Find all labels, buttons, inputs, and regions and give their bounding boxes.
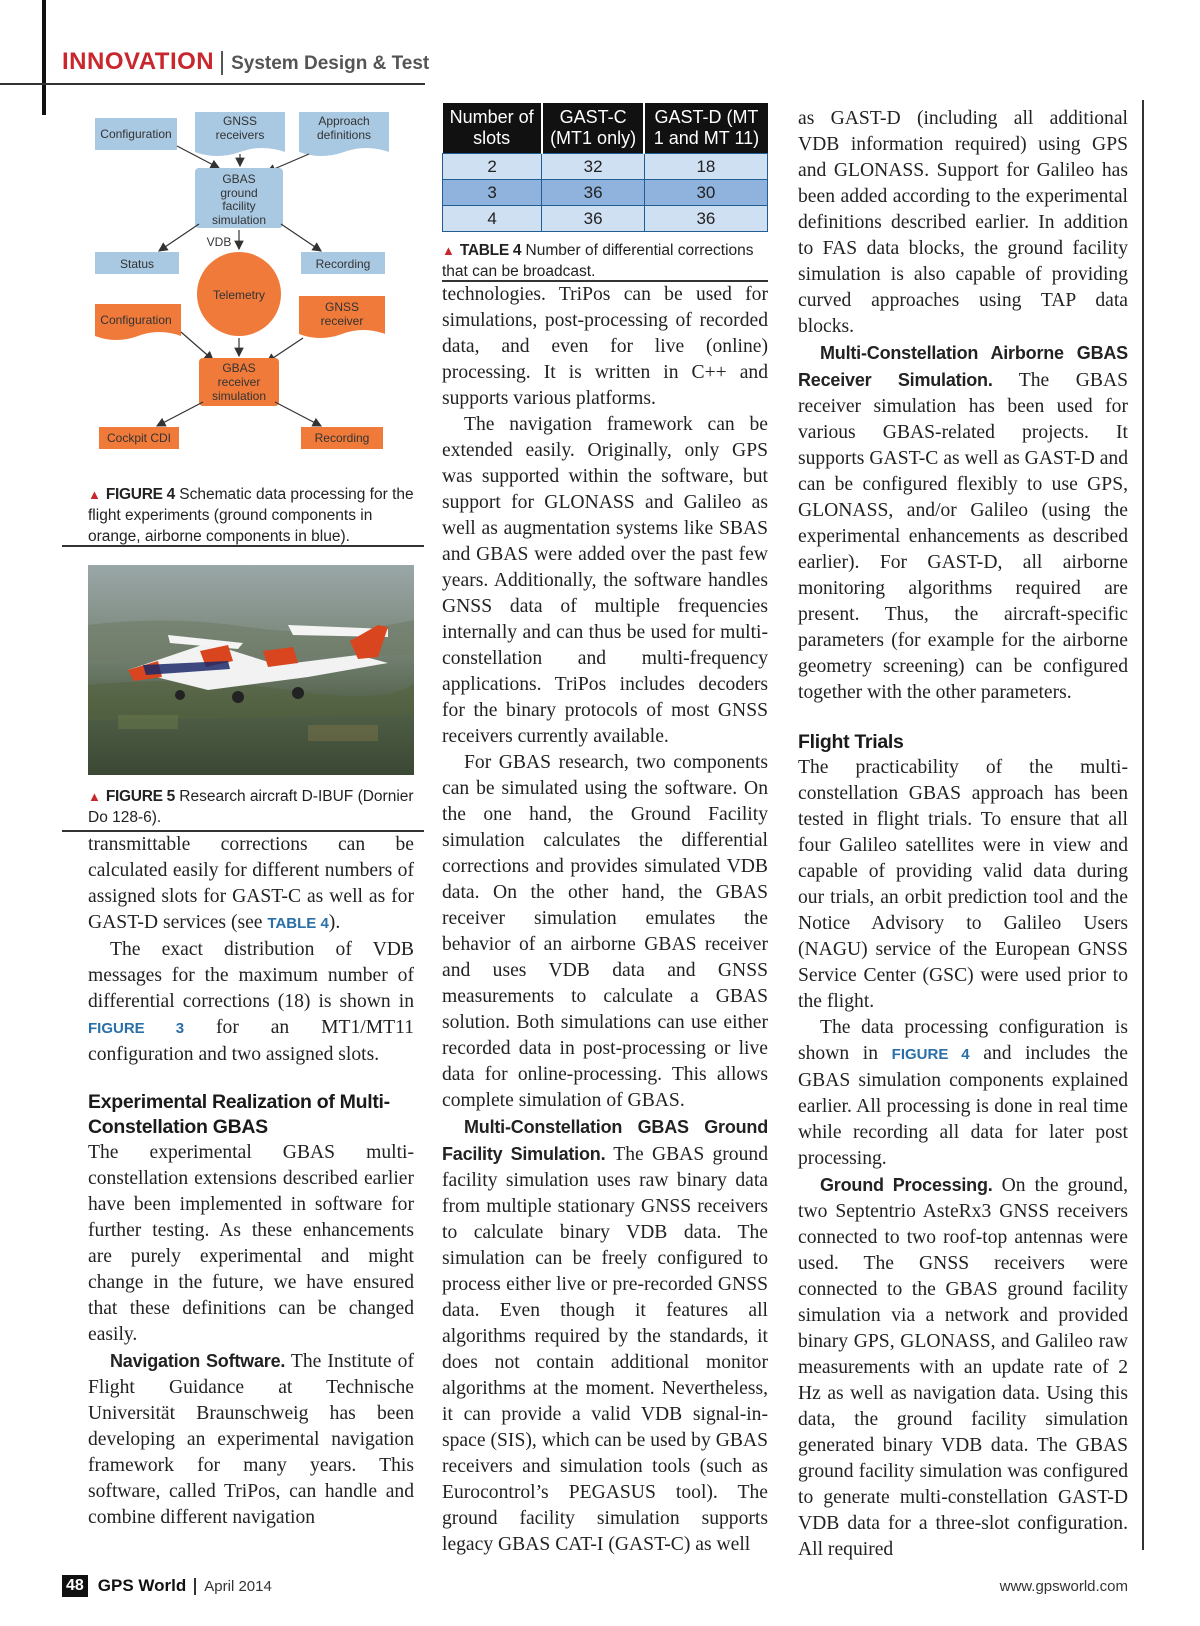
label-configuration-top: Configuration <box>100 127 172 141</box>
header-divider <box>221 51 223 75</box>
page-footer <box>62 1573 272 1599</box>
caption-triangle-icon: ▲ <box>88 789 101 804</box>
magazine-name: GPS World <box>97 1576 187 1595</box>
paragraph: Navigation Software. The Institute of Flight Guidance at Technische Universität Braunschweig has been developing an experimental navigation framework for many years. This software, called TriPos, can handle and combine different navigation <box>88 1351 414 1528</box>
table-4-caption-text: Number of differential corrections that can be broadcast. <box>442 242 754 280</box>
paragraph: The experimental GBAS multi-constellation extensions described earlier have been implemented in software for further testing. As these enhancements are purely experimental and might change in the future, we have ensured that these definitions can be changed easily. <box>88 1142 414 1345</box>
table-header-cell: Number of slots <box>443 103 542 154</box>
label-gbas-receiver-2: receiver <box>217 375 261 389</box>
label-gnss-receiver-1: GNSS <box>324 300 360 314</box>
label-gnss-receiver-2: receiver <box>320 314 364 328</box>
arrow-gbas-to-recording <box>281 224 321 251</box>
figure-divider <box>62 545 424 547</box>
table-row <box>443 180 768 206</box>
table-cell: 3 <box>443 180 542 206</box>
figure-4-label: FIGURE 4 <box>105 486 175 503</box>
figure-5-label: FIGURE 5 <box>105 788 175 805</box>
column-3 <box>798 106 1128 1563</box>
arrow-receiver-to-recording <box>275 402 321 426</box>
label-gbas-ground-3: facility <box>222 199 256 213</box>
table-cell: 18 <box>644 154 767 180</box>
run-in-heading: Multi-Constellation GBAS Ground Facility Simulation. <box>442 1117 768 1164</box>
table-header-row <box>443 103 768 154</box>
arrow-receiver-to-cdi <box>157 402 203 426</box>
table-cell: 36 <box>542 206 645 232</box>
table-4 <box>442 103 768 232</box>
figure-5-caption-text: Research aircraft D-IBUF (Dornier Do 128-6). <box>88 788 414 826</box>
section-subtitle: System Design & Test <box>231 53 430 74</box>
figure-4-caption-text: Schematic data processing for the flight experiments (ground components in orange, airborne components in blue). <box>88 486 414 545</box>
arrow-config-to-receiver <box>181 332 213 360</box>
footer-url-link[interactable]: www.gpsworld.com <box>999 1578 1128 1595</box>
table-header-cell: GAST-D (MT 1 and MT 11) <box>644 103 767 154</box>
paragraph: The exact distribution of VDB messages for the maximum number of differential corrections (18) is shown in FIGURE 3 for an MT1/MT11 configuration and two assigned slots. <box>88 939 414 1065</box>
paragraph: The navigation framework can be extended easily. Originally, only GPS was supported within the software, but support for GLONASS and Galileo as well as augmentation systems like SBAS and GBAS were added over the past few years. Additionally, the software handles GNSS data of multiple frequencies internally and can thus be used for multi-constellation and multi-frequency applications. TriPos includes decoders for the binary protocols of most GNSS receivers currently available. <box>442 414 768 747</box>
figure-3-reference-link[interactable]: FIGURE 3 <box>88 1020 185 1037</box>
section-title: INNOVATION <box>62 48 215 75</box>
table-cell: 30 <box>644 180 767 206</box>
label-vdb: VDB <box>206 235 232 249</box>
table-row <box>443 154 768 180</box>
figure-5-caption <box>88 786 418 828</box>
figure-4-reference-link[interactable]: FIGURE 4 <box>891 1046 970 1063</box>
table-4-label: TABLE 4 <box>459 242 522 259</box>
column-1 <box>88 832 414 1531</box>
label-gnss-receivers-1: GNSS <box>222 114 258 128</box>
paragraph: Ground Processing. On the ground, two Septentrio AsteRx3 GNSS receivers connected to two roof-top antennas were used. The GNSS receivers were connected to the GBAS ground facility simulation via a network and provided binary GPS, GLONASS, and Galileo raw measurements with an update rate of 2 Hz as well as navigation data. Using this data, the ground facility simulation generated binary VDB data. The GBAS ground facility simulation was configured to generate multi-constellation GAST-D VDB data for a three-slot configuration. All required <box>798 1175 1128 1560</box>
label-gbas-ground-2: ground <box>220 186 258 200</box>
issue-date: April 2014 <box>204 1577 272 1595</box>
table-row <box>443 206 768 232</box>
run-in-heading: Ground Processing. <box>820 1175 993 1195</box>
figure-4-diagram <box>95 106 415 466</box>
header-accent-bar <box>42 0 46 115</box>
label-gbas-ground-1: GBAS <box>222 172 256 186</box>
label-status: Status <box>119 257 155 271</box>
table-cell: 4 <box>443 206 542 232</box>
figure-5-aircraft-photo <box>88 565 414 775</box>
label-gbas-receiver-1: GBAS <box>222 361 256 375</box>
table-cell: 2 <box>443 154 542 180</box>
paragraph: Multi-Constellation Airborne GBAS Receiver Simulation. The GBAS receiver simulation has been used for various GBAS-related projects. It supports GAST-C as well as GAST-D and can be configured flexibly to use GPS, GLONASS, and/or Galileo (using the experimental enhancements as described earlier). For GAST-D, all airborne monitoring algorithms required are present. Thus, the aircraft-specific parameters (for example for the airborne geometry screening) can be configured together with the other parameters. <box>798 343 1128 703</box>
label-configuration-mid: Configuration <box>100 313 172 327</box>
table-header-cell: GAST-C (MT1 only) <box>542 103 645 154</box>
label-gnss-receivers-2: receivers <box>215 128 265 142</box>
run-in-heading: Navigation Software. <box>110 1351 286 1371</box>
section-header <box>62 48 429 78</box>
table-4-caption <box>442 240 772 282</box>
paragraph: The practicability of the multi-constellation GBAS approach has been tested in flight trials. To ensure that all four Galileo satellites were in view and capable of providing valid data during our trials, an orbit prediction tool and the Notice Advisory to Galileo Users (NAGU) service of the European GNSS Service Center (GSC) were used prior to the flight. <box>798 757 1128 1012</box>
section-heading: Experimental Realization of Multi-Constellation GBAS <box>88 1091 390 1138</box>
table-cell: 36 <box>542 180 645 206</box>
label-approach-definitions-1: Approach <box>318 114 370 128</box>
caption-triangle-icon: ▲ <box>442 243 455 258</box>
paragraph: as GAST-D (including all additional VDB information required) using GPS and GLONASS. Support for Galileo has been added according to the experimental definitions described earlier. In addition to FAS data blocks, the ground facility simulation is also capable of providing curved approaches using TAP data blocks. <box>798 108 1128 337</box>
table-cell: 36 <box>644 206 767 232</box>
label-approach-definitions-2: definitions <box>316 128 372 142</box>
section-heading: Flight Trials <box>798 731 904 753</box>
label-gbas-receiver-3: simulation <box>211 389 267 403</box>
paragraph: For GBAS research, two components can be simulated using the software. On the one hand, the Ground Facility simulation calculates the differential corrections and provides simulated VDB data. On the other hand, the GBAS receiver simulation emulates the behavior of an airborne GBAS receiver and uses VDB data and GNSS measurements to calculate a GBAS solution. Both simulations can use either recorded data in post-processing or live data for online-processing. This allows complete simulation of GBAS. <box>442 752 768 1111</box>
label-telemetry: Telemetry <box>212 288 266 302</box>
table-4-reference-link[interactable]: TABLE 4 <box>267 915 329 932</box>
page-number: 48 <box>62 1575 88 1597</box>
header-rule <box>0 83 425 85</box>
footer-divider <box>194 1578 196 1595</box>
paragraph: technologies. TriPos can be used for simulations, post-processing of recorded data, and even for live (online) processing. It is written in C++ and supports various platforms. <box>442 284 768 409</box>
arrow-gbas-to-status <box>159 224 199 251</box>
label-recording-top: Recording <box>315 257 371 271</box>
label-gbas-ground-4: simulation <box>211 213 267 227</box>
paragraph: Multi-Constellation GBAS Ground Facility Simulation. The GBAS ground facility simulation uses raw binary data from multiple stationary GNSS receivers to calculate binary VDB data. The simulation can be freely configured to process either live or pre-recorded GNSS data. Even though it features all algorithms required by the standards, it does not contain additional monitor algorithms at the moment. Nevertheless, it can provide a valid VDB signal-in-space (SIS), which can be used by GBAS receivers and simulation tools (such as Eurocontrol’s PEGASUS tool). The ground facility simulation supports legacy GBAS CAT-I (GAST-C) as well <box>442 1117 768 1555</box>
paragraph: The data processing configuration is shown in FIGURE 4 and includes the GBAS simulation components explained earlier. All processing is done in real time while recording all data for later post processing. <box>798 1017 1128 1169</box>
paragraph: transmittable corrections can be calculated easily for different numbers of assigned slots for GAST-C as well as for GAST-D services (see TABLE 4). <box>88 834 414 933</box>
column-2 <box>442 282 768 1558</box>
table-cell: 32 <box>542 154 645 180</box>
figure-4-caption <box>88 484 418 547</box>
label-cockpit-cdi: Cockpit CDI <box>106 431 172 445</box>
label-recording-bottom: Recording <box>314 431 370 445</box>
run-in-heading: Multi-Constellation Airborne GBAS Receiver Simulation. <box>798 343 1128 390</box>
column-rule <box>1142 100 1144 1550</box>
caption-triangle-icon: ▲ <box>88 487 101 502</box>
